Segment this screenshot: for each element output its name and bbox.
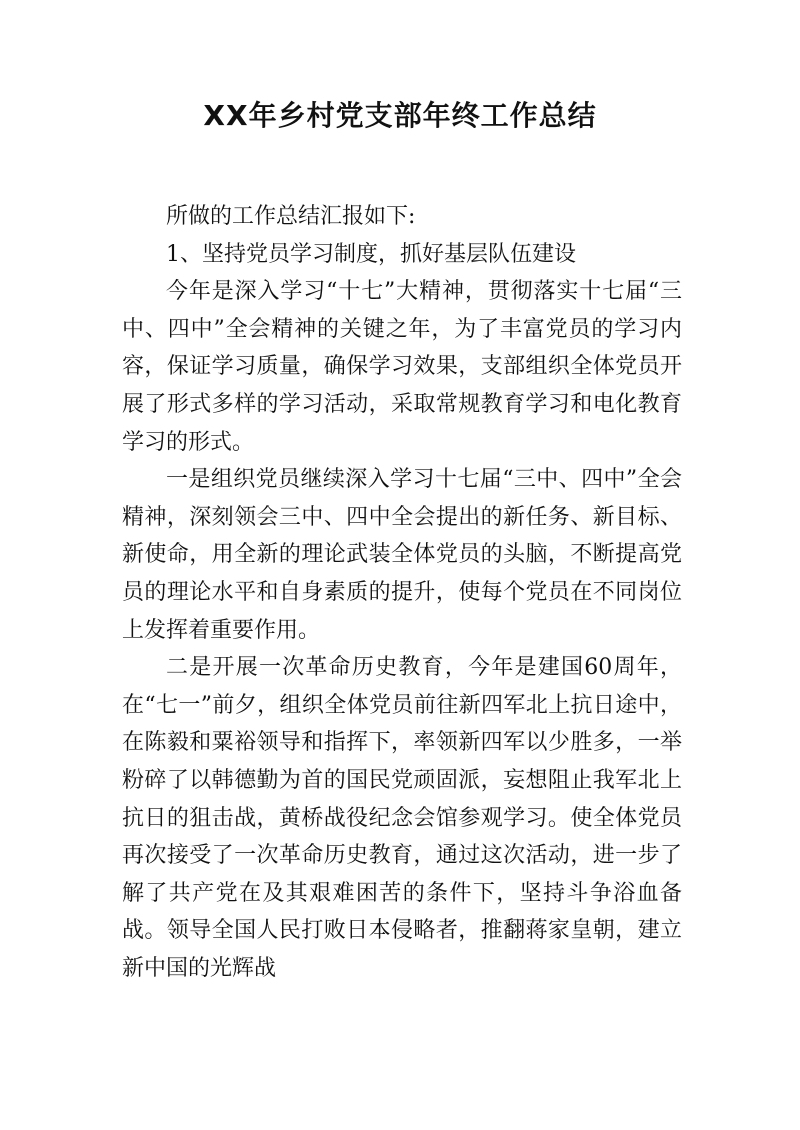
paragraph-study-overview: 今年是深入学习“十七”大精神，贯彻落实十七届“三中、四中”全会精神的关键之年，为了丰富党员的学习内容，保证学习质量，确保学习效果，支部组织全体党员开展了形式多样的学习活动，采取常规教育学习和电化教育学习的形式。 xyxy=(122,279,682,455)
paragraph-intro: 所做的工作总结汇报如下: xyxy=(166,204,416,229)
document-title: XX年乡村党支部年终工作总结 xyxy=(203,99,597,132)
paragraph-item-two: 二是开展一次革命历史教育，今年是建国60周年，在“七一”前夕，组织全体党员前往新四军北上抗日途中，在陈毅和粟裕领导和指挥下，率领新四军以少胜多，一举粉碎了以韩德勤为首的国民党顽固派，妄想阻止我军北上抗日的狙击战，黄桥战役纪念会馆参观学习。使全体党员再次接受了一次革命历史教育，通过这次活动，进一步了解了共产党在及其艰难困苦的条件下，坚持斗争浴血备战。领导全国人民打败日本侵略者，推翻蒋家皇朝，建立新中国的光辉战 xyxy=(122,655,682,981)
paragraph-item-one: 一是组织党员继续深入学习十七届“三中、四中”全会精神，深刻领会三中、四中全会提出的新任务、新目标、新使命，用全新的理论武装全体党员的头脑，不断提高党员的理论水平和自身素质的提升，使每个党员在不同岗位上发挥着重要作用。 xyxy=(122,467,682,643)
paragraph-heading-1: 1、坚持党员学习制度，抓好基层队伍建设 xyxy=(166,241,576,267)
document-body xyxy=(122,198,682,987)
